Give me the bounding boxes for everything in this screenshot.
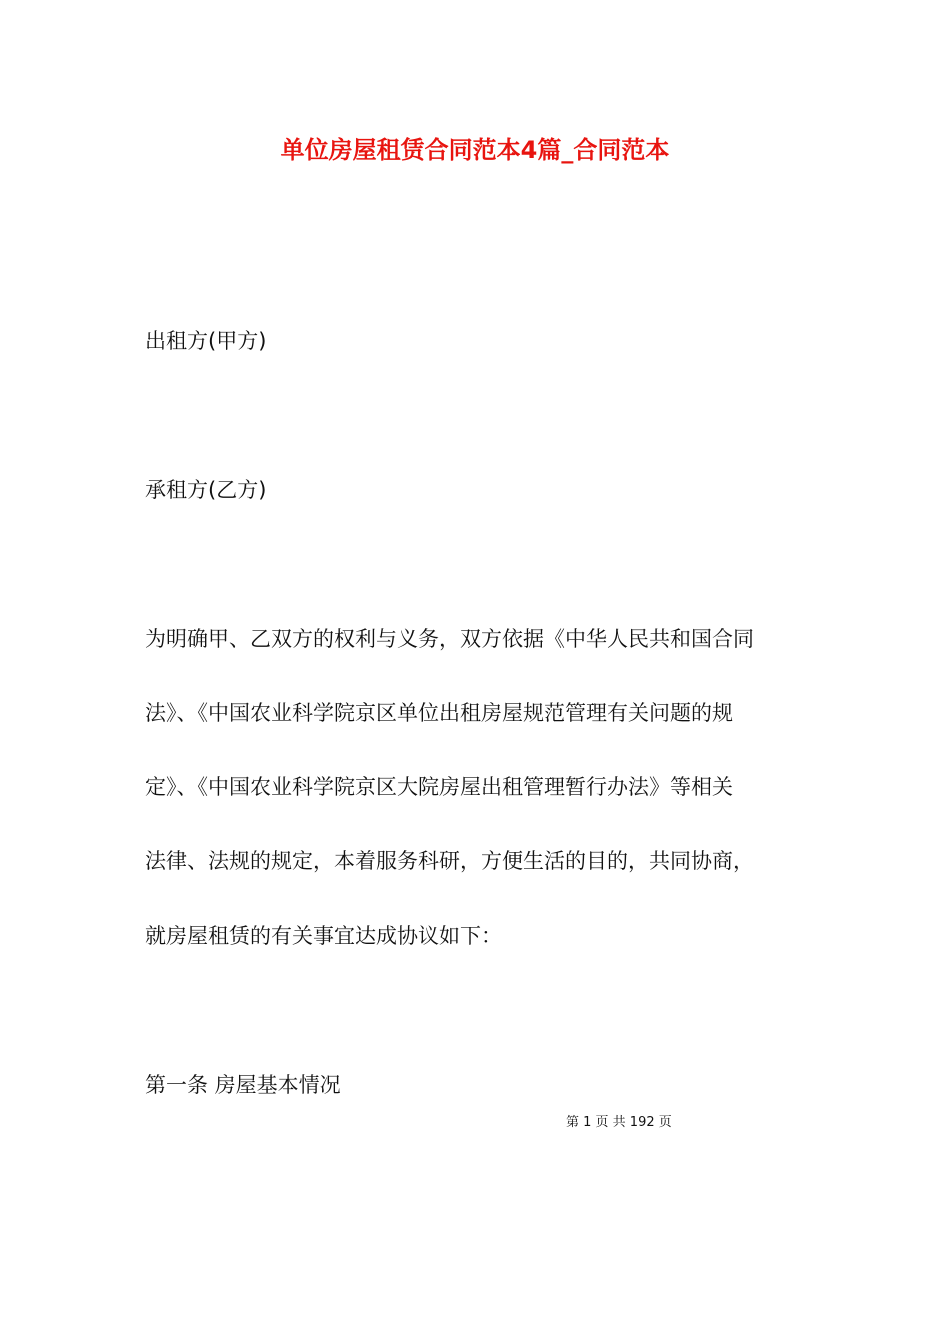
intro-line-4: 法律、法规的规定，本着服务科研，方便生活的目的，共同协商，	[145, 849, 754, 873]
article-1-heading: 第一条 房屋基本情况	[145, 1073, 341, 1097]
page-number: 第 1 页 共 192 页	[566, 1115, 672, 1130]
intro-line-5: 就房屋租赁的有关事宜达成协议如下：	[145, 924, 502, 948]
intro-line-3: 定》、《中国农业科学院京区大院房屋出租管理暂行办法》等相关	[145, 775, 733, 799]
intro-line-1: 为明确甲、乙双方的权利与义务，双方依据《中华人民共和国合同	[145, 627, 754, 651]
lessor-label: 出租方(甲方)	[145, 329, 267, 353]
document-title: 单位房屋租赁合同范本4篇_合同范本	[280, 136, 670, 164]
intro-line-2: 法》、《中国农业科学院京区单位出租房屋规范管理有关问题的规	[145, 701, 733, 725]
lessee-label: 承租方(乙方)	[145, 478, 267, 502]
